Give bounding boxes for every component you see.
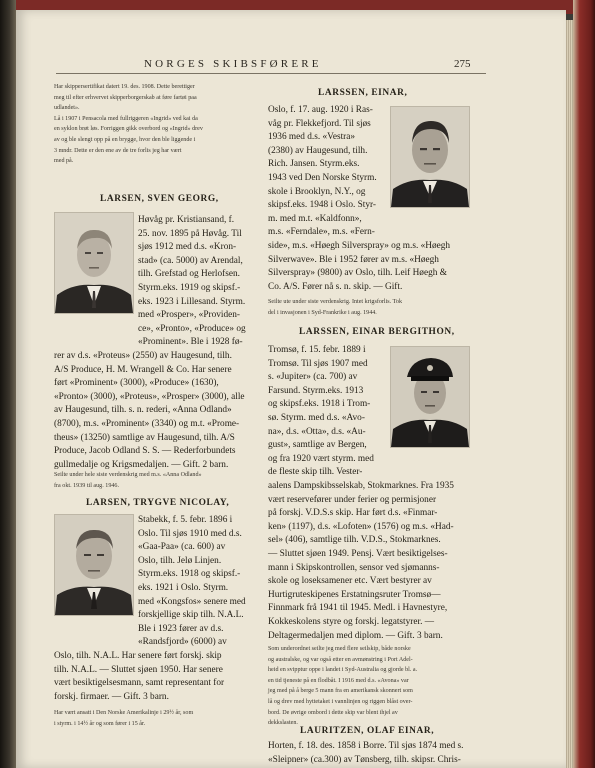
text-line: Co. A/S. Fører nå s. n. skip. — Gift.	[268, 281, 403, 292]
text-line: «Prominent». Ble i 1928 fø-	[138, 337, 243, 348]
text-line: aalens Dampskibsselskab, Stokmarknes. Fra 1935	[268, 481, 454, 491]
note-line: Har skippersertifikat datert 19. des. 1908. Dette berettiger	[54, 84, 195, 90]
text-line: Silverwave». Ble i 1952 fører av m.s. «Høegh	[268, 254, 439, 265]
page-edges	[565, 20, 573, 768]
text-line: Rich. Jansen. Styrm.eks.	[268, 159, 360, 170]
text-line: (2380) av Haugesund, tilh.	[268, 145, 368, 156]
portrait-image	[391, 347, 469, 447]
text-line: sjøs 1912 med d.s. «Kron-	[138, 242, 237, 253]
note-line: i styrm. i 14½ år og som fører i 15 år.	[54, 720, 146, 727]
text-line: med «Prosper», «Providen-	[138, 310, 240, 321]
entry-text-sven-full	[54, 350, 264, 472]
note-line: bord. De øvrige ombord i dette skip var blent ihjel av	[268, 709, 398, 716]
text-line: 25. nov. 1895 på Høvåg. Til	[138, 228, 242, 239]
text-line: Oslo, f. 17. aug. 1920 i Ras-	[268, 105, 373, 115]
text-line: (8700), m.s. «Prominent» (3340) og m.t. «Prome-	[54, 418, 240, 429]
text-line: Silverspray» (9800) av Oslo, tilh. Leif Høegh &	[268, 268, 447, 279]
text-line: eks. 1923 i Lillesand. Styrm.	[138, 296, 246, 307]
portrait-photo-sven	[54, 212, 134, 314]
text-line: av Haugesund, tilh. s. n. rederi, «Anna Odland»	[54, 405, 232, 416]
entry-text-olaf-full	[268, 740, 472, 767]
text-line: og skipsf.eks. 1918 i Trom-	[268, 399, 371, 410]
text-line: Oslo, tilh. Jelø Linjen.	[138, 555, 222, 566]
note-line: Har vært ansatt i Den Norske Amerikalinje i 29½ år, som	[54, 710, 194, 716]
text-line: «Pronto» (3000), «Proteus», «Prosper» (3000), alle	[54, 391, 245, 402]
note-line: med på.	[54, 158, 74, 165]
text-line: — Sluttet sjøen 1949. Pensj. Vært besiktigelses-	[268, 548, 448, 559]
entry-note-bergithon	[268, 644, 480, 729]
text-line: Oslo, tilh. N.A.L. Har senere ført forskj. skip	[54, 651, 222, 661]
text-line: Finnmark frå 1941 til 1945. Medl. i Havnestyre,	[268, 603, 448, 614]
note-line: Lå i 1907 i Pensacola med fullriggeren «Ingrid» ved kai da	[54, 115, 198, 122]
text-line: Høvåg pr. Kristiansand, f.	[138, 215, 235, 225]
text-line: på forskj. V.D.S.s skip. Har ført d.s. «Finmar-	[268, 508, 438, 519]
page-number: 275	[454, 58, 471, 70]
portrait-photo-trygve	[54, 514, 134, 616]
portrait-image	[55, 213, 133, 313]
entry-name-einar: LARSSEN, EINAR,	[318, 88, 408, 98]
text-line: Stabekk, f. 5. febr. 1896 i	[138, 515, 233, 525]
text-line: «Gaa-Paa» (ca. 600) av	[138, 542, 226, 553]
entry-note-trygve	[54, 708, 264, 729]
note-line: Som underordnet seilte jeg med flere seilskip, både norske	[268, 646, 411, 652]
entry-name-olaf: LAURITZEN, OLAF EINAR,	[300, 726, 435, 736]
text-line: vært reservefører under ferier og permisjoner	[268, 494, 437, 505]
text-line: skole i Brooklyn, N.Y., og	[268, 186, 366, 197]
note-line: lå og drev med hyttetaket i vannlinjen og riggen blåst over-	[268, 698, 413, 705]
note-line: udlandet».	[54, 105, 80, 112]
text-line: m. med m.t. «Kaldfonn»,	[268, 213, 362, 224]
portrait-photo-bergithon	[390, 346, 470, 448]
text-line: sel» (406), samtlige tilh. V.D.S., Stokmarknes.	[268, 535, 441, 546]
text-line: mann i Skipskontrollen, sensor ved sjømanns-	[268, 562, 440, 573]
text-line: 1936 med d.s. «Vestra»	[268, 132, 356, 143]
text-line: A/S Produce, H. M. Wrangell & Co. Har senere	[54, 364, 232, 375]
text-line: sø. Styrm. med d.s. «Avo-	[268, 412, 365, 423]
text-line: vært besiktigelsesmann, samt representant for	[54, 678, 225, 689]
text-line: gust», samtlige av Bergen,	[268, 440, 367, 451]
text-line: Styrm.eks. 1918 og skipsf.-	[138, 569, 241, 580]
note-line: og australske, og var også etter en avmønstring i Port Adel-	[268, 656, 413, 663]
book-binding	[0, 0, 16, 768]
note-line: fra okt. 1939 til aug. 1946.	[54, 482, 119, 489]
entry-text-trygve-full	[54, 650, 264, 704]
text-line: skipsf.eks. 1948 i Oslo. Styr-	[268, 200, 377, 211]
text-line: 1943 ved Den Norske Styrm.	[268, 172, 377, 183]
text-line: gullmedalje og Krigsmedaljen. — Gift. 2 barn.	[54, 459, 229, 470]
entry-note-sven	[54, 470, 264, 491]
text-line: Horten, f. 18. des. 1858 i Borre. Til sjøs 1874 med s.	[268, 741, 464, 751]
text-line: skole og loseksamener etc. Vært bestyrer av	[268, 576, 432, 587]
portrait-image	[55, 515, 133, 615]
text-line: «Sleipner» (ca.300) av Tønsberg, tilh. skipsr. Chris-	[268, 754, 461, 765]
note-line: en syklon brøt løs. Forriggen gikk overbord og «Ingrid» drev	[54, 126, 203, 133]
text-line: ken» (1197), d.s. «Lofoten» (1576) og m.s. «Had-	[268, 521, 454, 532]
text-line: og fra 1920 vært styrm. med	[268, 453, 374, 464]
note-line: 3 mndr. Dette er den ene av de tre forlis jeg har vært	[54, 147, 182, 154]
text-line: Ble i 1923 fører av d.s.	[138, 623, 224, 634]
note-line: del i invasjonen i Syd-Frankrike i aug. 1944.	[268, 309, 377, 316]
note-line: meg til efter erhvervet skipperborgerskab at føre fartøi paa	[54, 94, 197, 101]
text-line: side», m.s. «Høegh Silverspray» og m.s. «Høegh	[268, 241, 451, 251]
text-line: med «Kongsfos» senere med	[138, 596, 246, 607]
text-line: rer av d.s. «Proteus» (2550) av Haugesund, tilh.	[54, 351, 232, 361]
text-line: Produce, Jacob Odland S. S. — Rederforbundets	[54, 446, 236, 457]
text-line: m.s. «Ferndale», m.s. «Fern-	[268, 227, 375, 238]
text-line: stad» (ca. 5000) av Arendal,	[138, 255, 243, 266]
text-line: forskj. firmaer. — Gift. 3 barn.	[54, 691, 169, 702]
text-line: «Randsfjord» (6000) av	[138, 637, 227, 648]
text-line: Deltagermedaljen med diplom. — Gift. 3 barn.	[268, 630, 443, 641]
text-line: tilh. Grefstad og Herlofsen.	[138, 269, 240, 280]
note-line: dekkslasten.	[268, 720, 298, 727]
note-line: Seilte ute under siste verdenskrig. Intet krigsforlis. Tok	[268, 299, 403, 305]
note-line: en tid tjeneste på en flodbåt. I 1916 med d.s. «Avona» var	[268, 677, 409, 684]
text-line: ført «Prominent» (3000), «Produce» (1630),	[54, 378, 219, 389]
note-line: heid en svipptur oppe i landet i Syd-Australia og gjorde bl. a.	[268, 667, 418, 674]
portrait-image	[391, 107, 469, 207]
text-line: Tromsø. Til sjøs 1907 med	[268, 358, 368, 369]
text-line: na», d.s. «Otta», d.s. «Au-	[268, 426, 366, 437]
text-line: ce», «Pronto», «Produce» og	[138, 323, 246, 334]
text-line: tilh. N.A.L. — Sluttet sjøen 1950. Har senere	[54, 664, 223, 675]
portrait-photo-einar	[390, 106, 470, 208]
text-line: Oslo. Til sjøs 1910 med d.s.	[138, 528, 242, 539]
note-line: av og ble slengt opp på en brygge, hvor den ble liggende i	[54, 136, 196, 143]
text-line: Hurtigruteskipenes Erstatningsruter Tromsø—	[268, 589, 441, 600]
entry-text-trygve-beside-photo	[138, 514, 263, 650]
entry-text-einar-beside-photo	[268, 104, 390, 240]
text-line: Kokkeskolens styre og forskj. legatstyrer. —	[268, 616, 435, 627]
text-line: eks. 1921 i Oslo. Styrm.	[138, 582, 229, 593]
book-cover-spine	[573, 0, 595, 768]
text-line: de fleste skip tilh. Vester-	[268, 467, 363, 478]
entry-note-einar	[268, 297, 480, 318]
book-page	[16, 10, 566, 768]
running-title: NORGES SKIBSFØRERE	[144, 58, 322, 70]
text-line: Tromsø, f. 15. febr. 1889 i	[268, 345, 366, 355]
text-line: våg pr. Flekkefjord. Til sjøs	[268, 118, 371, 129]
note-line: Seilte under hele siste verdenskrig med m.s. «Anna Odland»	[54, 472, 202, 478]
text-line: Farsund. Styrm.eks. 1913	[268, 385, 364, 396]
entry-text-bergithon-beside-photo	[268, 344, 390, 480]
entry-name-trygve: LARSEN, TRYGVE NICOLAY,	[86, 498, 230, 508]
entry-text-einar-full	[268, 240, 470, 294]
entry-text-sven-beside-photo	[138, 214, 263, 350]
text-line: Styrm.eks. 1919 og skipsf.-	[138, 282, 241, 293]
intro-note	[54, 82, 262, 167]
text-line: forskjellige skip tilh. N.A.L.	[138, 610, 244, 621]
text-line: theus» (13250) samtlige av Haugesund, tilh. A/S	[54, 432, 235, 443]
entry-name-sven: LARSEN, SVEN GEORG,	[100, 194, 219, 204]
header-rule	[56, 73, 486, 74]
entry-text-bergithon-full	[268, 480, 470, 643]
entry-name-bergithon: LARSSEN, EINAR BERGITHON,	[299, 327, 455, 337]
note-line: jeg med på å berge 5 mann fra en amerikansk skonnert som	[268, 688, 413, 695]
text-line: s. «Jupiter» (ca. 700) av	[268, 372, 358, 383]
